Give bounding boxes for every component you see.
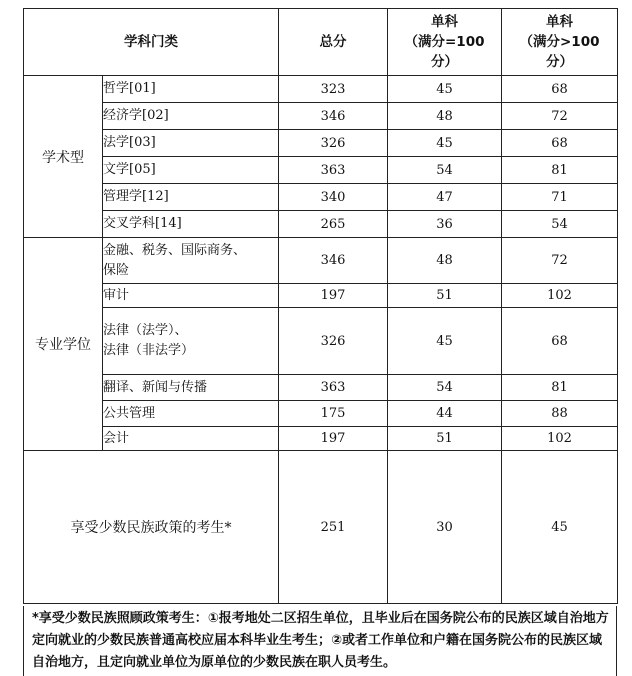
single-gt100-cell: 68 [502, 308, 618, 375]
single-gt100-cell: 54 [502, 211, 618, 238]
header-total: 总分 [279, 9, 388, 76]
group-professional: 专业学位 [24, 238, 103, 451]
table-row [24, 375, 618, 401]
table-row [24, 184, 618, 211]
header-single-gt100: 单科 （满分>100 分） [502, 9, 618, 76]
single-le100-cell: 45 [388, 308, 502, 375]
single-le100-cell: 30 [388, 451, 502, 604]
single-gt100-cell: 45 [502, 451, 618, 604]
total-cell: 363 [279, 157, 388, 184]
subject-cell: 哲学[01] [103, 76, 279, 103]
single-gt100-cell: 102 [502, 427, 618, 451]
single-gt100-cell: 81 [502, 375, 618, 401]
single-gt100-cell: 72 [502, 238, 618, 284]
subject-cell: 法学[03] [103, 130, 279, 157]
single-le100-cell: 54 [388, 157, 502, 184]
single-le100-cell: 47 [388, 184, 502, 211]
single-le100-cell: 45 [388, 130, 502, 157]
total-cell: 326 [279, 308, 388, 375]
single-le100-cell: 54 [388, 375, 502, 401]
table-row [24, 284, 618, 308]
single-le100-cell: 45 [388, 76, 502, 103]
total-cell: 175 [279, 401, 388, 427]
table-row [24, 238, 618, 284]
single-le100-cell: 48 [388, 238, 502, 284]
subject-cell: 法律（法学）、 法律（非法学） [103, 308, 279, 375]
single-gt100-cell: 81 [502, 157, 618, 184]
single-le100-cell: 48 [388, 103, 502, 130]
table-row [24, 401, 618, 427]
total-cell: 197 [279, 427, 388, 451]
minority-label: 享受少数民族政策的考生* [24, 451, 279, 604]
subject-cell: 翻译、新闻与传播 [103, 375, 279, 401]
subject-cell: 交叉学科[14] [103, 211, 279, 238]
total-cell: 197 [279, 284, 388, 308]
minority-row [24, 451, 618, 604]
header-row [24, 9, 618, 76]
total-cell: 326 [279, 130, 388, 157]
subject-cell: 经济学[02] [103, 103, 279, 130]
subject-cell: 管理学[12] [103, 184, 279, 211]
single-le100-cell: 51 [388, 427, 502, 451]
subject-cell: 审计 [103, 284, 279, 308]
single-gt100-cell: 71 [502, 184, 618, 211]
subject-cell: 文学[05] [103, 157, 279, 184]
single-le100-cell: 51 [388, 284, 502, 308]
total-cell: 340 [279, 184, 388, 211]
group-academic: 学术型 [24, 76, 103, 238]
total-cell: 346 [279, 238, 388, 284]
table-row [24, 427, 618, 451]
single-le100-cell: 36 [388, 211, 502, 238]
single-gt100-cell: 68 [502, 130, 618, 157]
header-single-le100: 单科 （满分=100 分） [388, 9, 502, 76]
header-category: 学科门类 [24, 9, 279, 76]
table-row [24, 76, 618, 103]
subject-cell: 会计 [103, 427, 279, 451]
table-row [24, 211, 618, 238]
total-cell: 346 [279, 103, 388, 130]
footnote: *享受少数民族照顾政策考生：①报考地处二区招生单位，且毕业后在国务院公布的民族区域自治地方定向就业的少数民族普通高校应届本科毕业生考生；②或者工作单位和户籍在国务院公布的民族区域自治地方，且定向就业单位为原单位的少数民族在职人员考生。 [23, 606, 617, 676]
single-gt100-cell: 68 [502, 76, 618, 103]
total-cell: 323 [279, 76, 388, 103]
single-gt100-cell: 88 [502, 401, 618, 427]
total-cell: 265 [279, 211, 388, 238]
table-row [24, 130, 618, 157]
single-gt100-cell: 72 [502, 103, 618, 130]
total-cell: 251 [279, 451, 388, 604]
single-le100-cell: 44 [388, 401, 502, 427]
total-cell: 363 [279, 375, 388, 401]
table-row [24, 308, 618, 375]
score-table [23, 8, 618, 604]
table-row [24, 103, 618, 130]
table-row [24, 157, 618, 184]
subject-cell: 公共管理 [103, 401, 279, 427]
subject-cell: 金融、税务、国际商务、 保险 [103, 238, 279, 284]
single-gt100-cell: 102 [502, 284, 618, 308]
